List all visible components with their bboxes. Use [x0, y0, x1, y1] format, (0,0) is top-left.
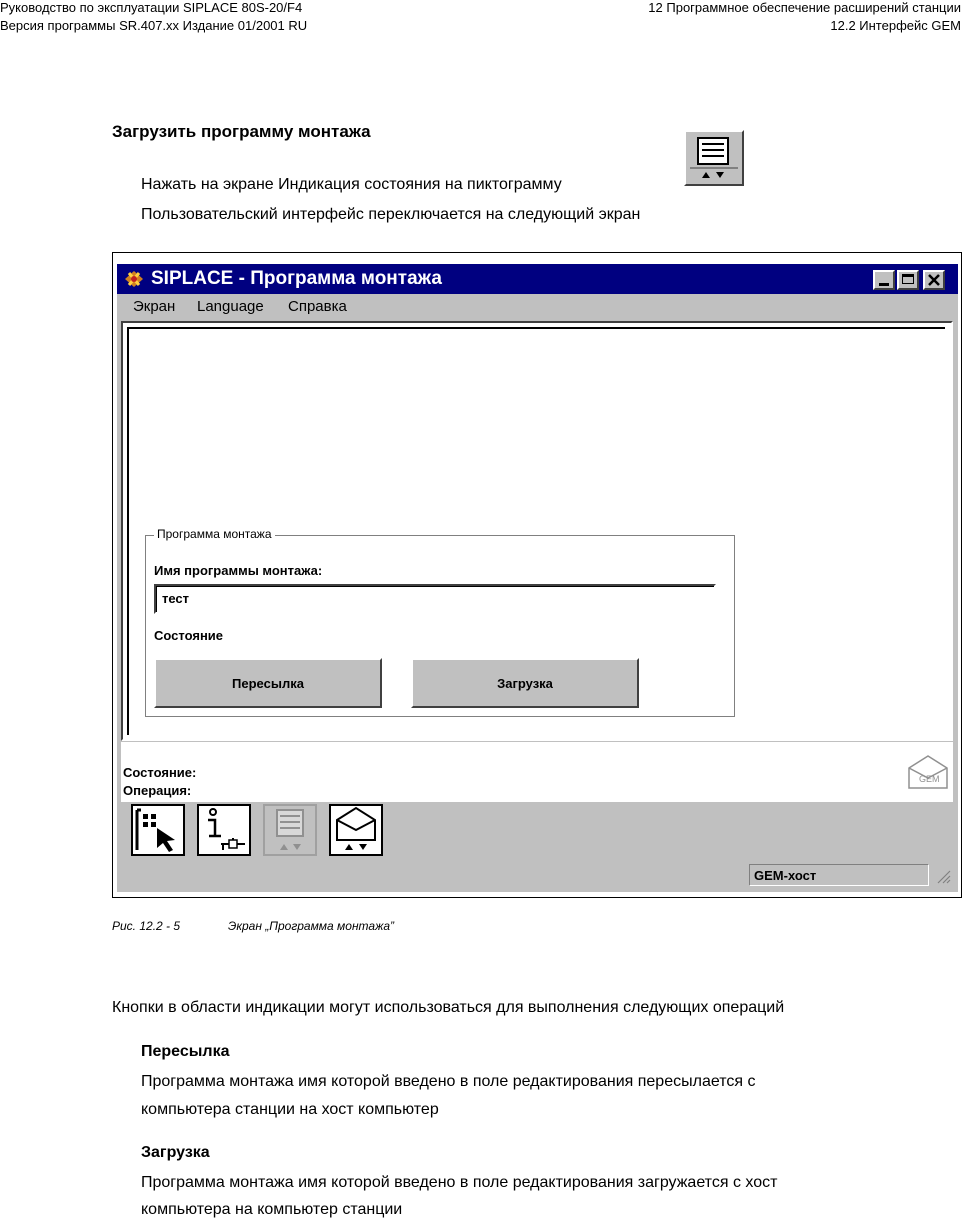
menu-bar [117, 294, 958, 320]
menu-screen[interactable]: Экран [133, 298, 176, 315]
app-window [117, 264, 958, 892]
step1-text: Нажать на экране Индикация состояния на пиктограмму [141, 176, 562, 193]
header-right-line1: 12 Программное обеспечение расширений станции [648, 0, 961, 15]
maximize-icon [902, 274, 914, 284]
close-button[interactable] [923, 270, 945, 290]
title-bar[interactable] [117, 264, 958, 294]
load-button[interactable]: Загрузка [411, 658, 639, 708]
section-title: Загрузить программу монтажа [112, 122, 371, 141]
gem-badge: GEM [919, 774, 940, 784]
state-label: Состояние [154, 628, 224, 643]
mail-tray-icon [331, 806, 381, 854]
info-network-button[interactable] [197, 804, 251, 856]
figure-number: Рис. 12.2 - 5 [112, 919, 181, 933]
program-name-label: Имя программы монтажа: [154, 563, 323, 578]
resize-grip-icon[interactable] [935, 868, 951, 884]
mail-tray-button[interactable] [329, 804, 383, 856]
program-list-button[interactable] [263, 804, 317, 856]
minimize-icon [879, 283, 889, 286]
gem-mail-icon [907, 754, 949, 790]
status-label: Состояние: [123, 765, 197, 780]
info-network-icon [199, 806, 249, 854]
header-left-line1: Руководство по эксплуатации SIPLACE 80S-20/F4 [0, 0, 303, 15]
header-right-line2: 12.2 Интерфейс GEM [830, 18, 961, 33]
window-title: SIPLACE - Программа монтажа [151, 268, 442, 289]
minimize-button[interactable] [873, 270, 895, 290]
header-left-line2: Версия программы SR.407.xx Издание 01/2001 RU [0, 18, 308, 33]
send-button[interactable]: Пересылка [154, 658, 382, 708]
program-group [145, 527, 735, 717]
description-intro: Кнопки в области индикации могут использоваться для выполнения следующих операций [112, 999, 785, 1016]
figure-caption: Экран „Программа монтажа” [228, 919, 395, 933]
item2-title: Загрузка [141, 1144, 210, 1161]
program-name-input[interactable]: тест [154, 584, 716, 614]
program-list-icon [684, 130, 744, 186]
item1-title: Пересылка [141, 1043, 230, 1060]
menu-language[interactable]: Language [197, 298, 264, 315]
item1-line2: компьютера станции на хост компьютер [141, 1101, 439, 1118]
item2-line2: компьютера на компьютер станции [141, 1201, 403, 1218]
operation-label: Операция: [123, 783, 192, 798]
close-icon [925, 272, 943, 288]
select-tool-button[interactable] [131, 804, 185, 856]
item1-line1: Программа монтажа имя которой введено в поле редактирования пересылается с [141, 1073, 756, 1090]
group-title: Программа монтажа [154, 527, 275, 541]
select-pointer-icon [133, 806, 183, 854]
program-list-icon [265, 806, 315, 854]
item2-line1: Программа монтажа имя которой введено в поле редактирования загружается с хост [141, 1174, 778, 1191]
menu-help[interactable]: Справка [288, 298, 347, 315]
step2-text: Пользовательский интерфейс переключается на следующий экран [141, 206, 641, 223]
statusbar-gem-host: GEM-хост [749, 864, 929, 886]
app-logo-icon [123, 269, 145, 289]
status-area [121, 742, 953, 802]
content-area [121, 321, 953, 741]
maximize-button[interactable] [897, 270, 919, 290]
